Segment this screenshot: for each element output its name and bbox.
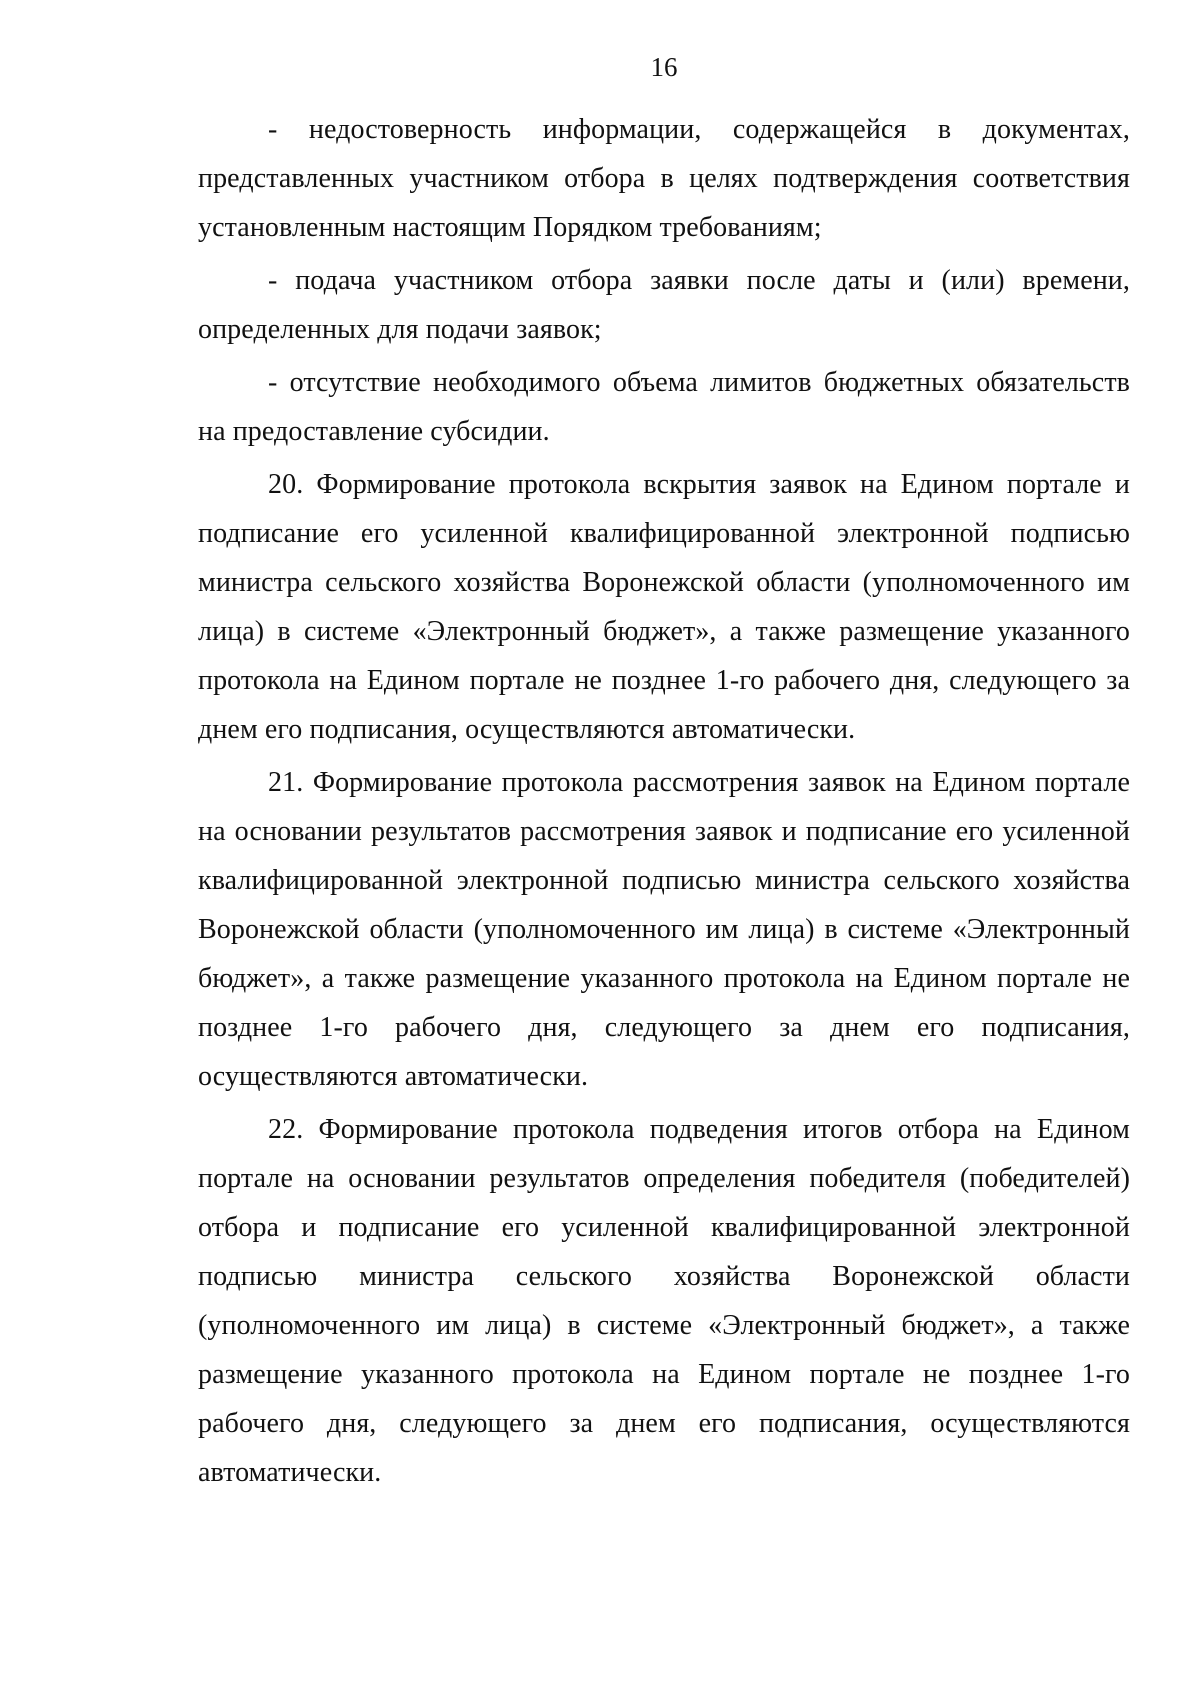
document-body	[198, 105, 1130, 1501]
list-item-insufficient-limits: - отсутствие необходимого объема лимитов бюджетных обязательств на предоставление субсидии.	[198, 367, 1130, 447]
list-item-late-submission: - подача участником отбора заявки после даты и (или) времени, определенных для подачи заявок;	[198, 265, 1130, 345]
clause-22: 22. Формирование протокола подведения итогов отбора на Едином портале на основании результатов определения победителя (победителей) отбора и подписание его усиленной квалифицированной электронной подписью министра сельского хозяйства Воронежской области (уполномоченного им лица) в системе «Электронный бюджет», а также размещение указанного протокола на Едином портале не позднее 1-го рабочего дня, следующего за днем его подписания, осуществляются автоматически.	[198, 1114, 1130, 1488]
clause-21: 21. Формирование протокола рассмотрения заявок на Едином портале на основании результатов рассмотрения заявок и подписание его усиленной квалифицированной электронной подписью министра сельского хозяйства Воронежской области (уполномоченного им лица) в системе «Электронный бюджет», а также размещение указанного протокола на Едином портале не позднее 1-го рабочего дня, следующего за днем его подписания, осуществляются автоматически.	[198, 767, 1130, 1092]
clause-20: 20. Формирование протокола вскрытия заявок на Едином портале и подписание его усиленной квалифицированной электронной подписью министра сельского хозяйства Воронежской области (уполномоченного им лица) в системе «Электронный бюджет», а также размещение указанного протокола на Едином портале не позднее 1-го рабочего дня, следующего за днем его подписания, осуществляются автоматически.	[198, 469, 1130, 745]
list-item-unreliable-information: - недостоверность информации, содержащейся в документах, представленных участником отбора в целях подтверждения соответствия установленным настоящим Порядком требованиям;	[198, 114, 1130, 243]
page-number: 16	[650, 52, 678, 82]
